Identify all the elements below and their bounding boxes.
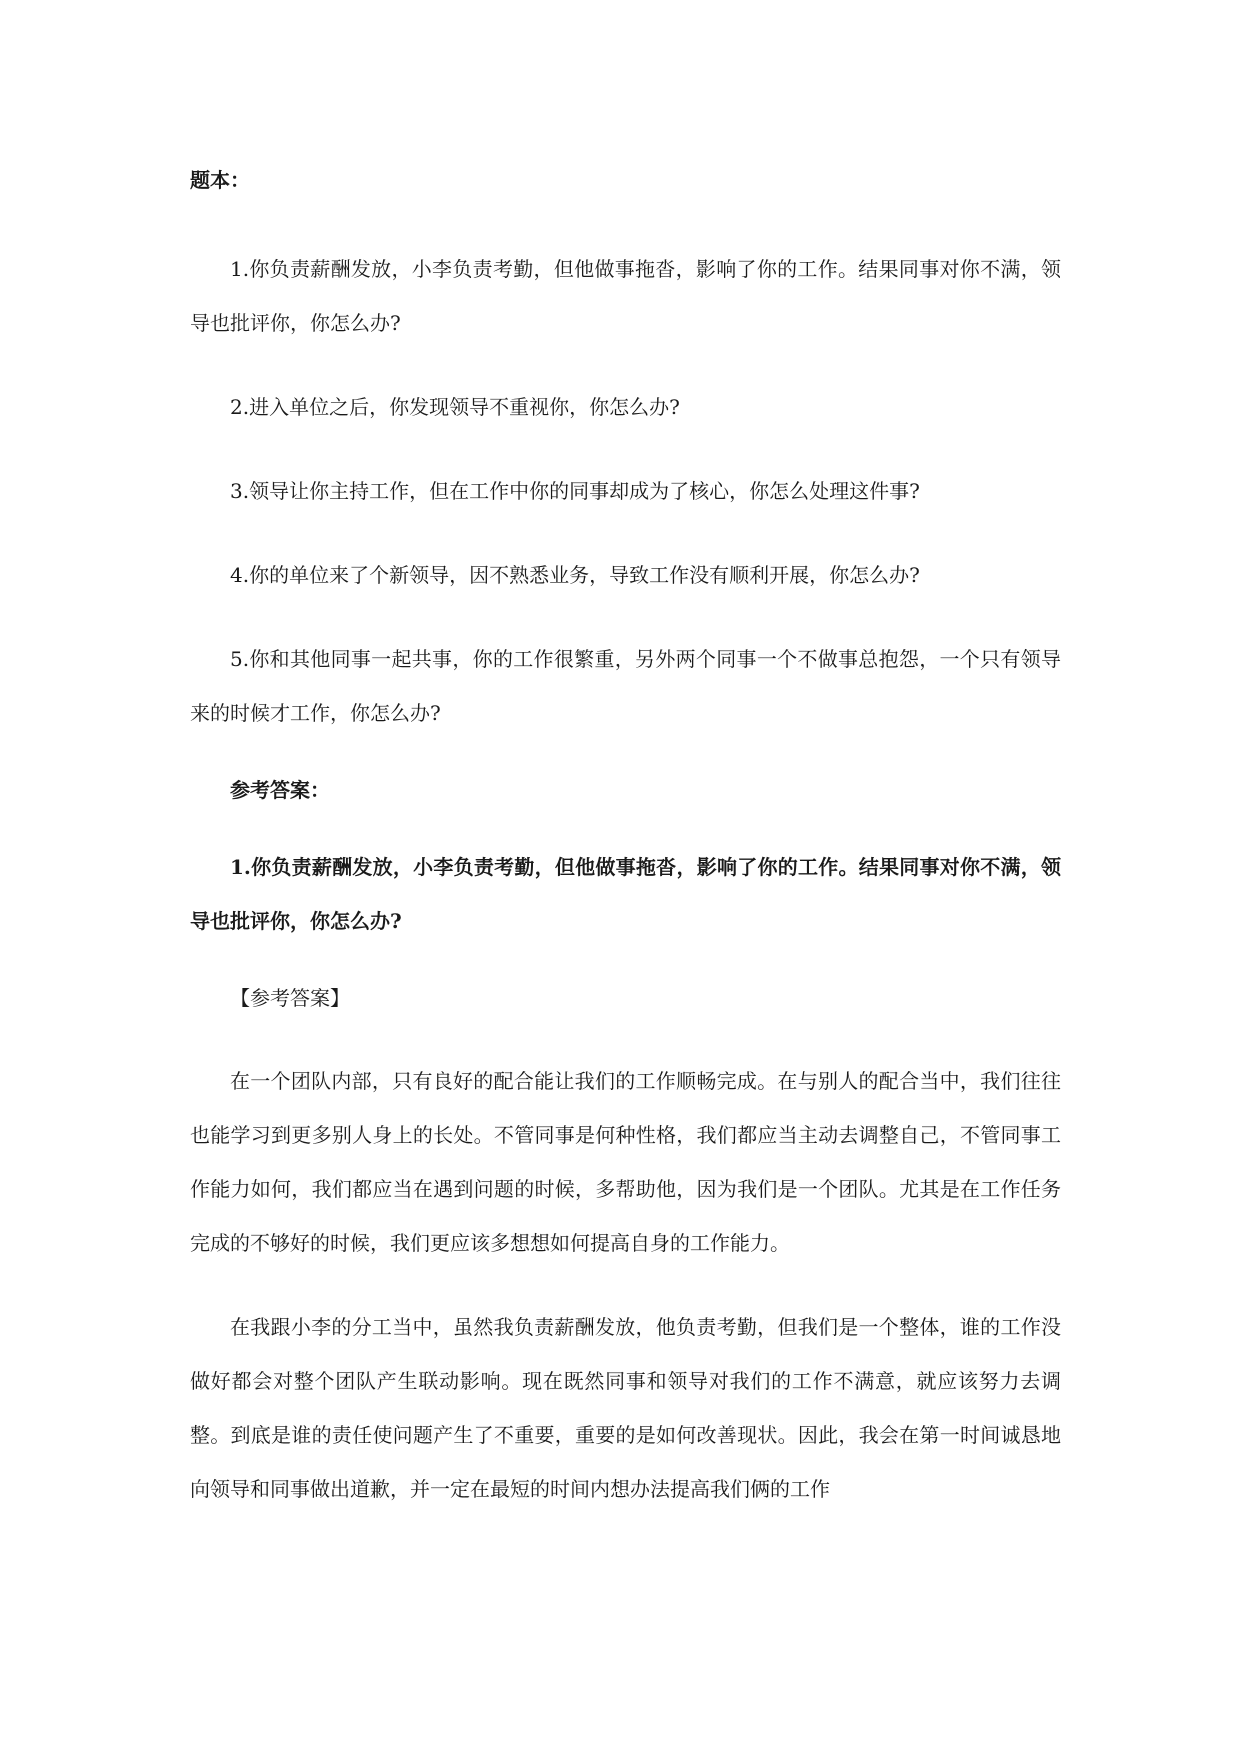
answer-1-paragraph-1: 在一个团队内部，只有良好的配合能让我们的工作顺畅完成。在与别人的配合当中，我们往往也能学习到更多别人身上的长处。不管同事是何种性格，我们都应当主动去调整自己，不管同事工作能力如何，我们都应当在遇到问题的时候，多帮助他，因为我们是一个团队。尤其是在工作任务完成的不够好的时候，我们更应该多想想如何提高自身的工作能力。 bbox=[190, 1069, 1061, 1255]
question-5: 5.你和其他同事一起共事，你的工作很繁重，另外两个同事一个不做事总抱怨，一个只有领导来的时候才工作，你怎么办? bbox=[190, 647, 1061, 725]
question-3: 3.领导让你主持工作，但在工作中你的同事却成为了核心，你怎么处理这件事? bbox=[230, 479, 920, 503]
answer-label: 【参考答案】 bbox=[230, 986, 350, 1010]
section-title: 题本： bbox=[190, 168, 250, 192]
question-4: 4.你的单位来了个新领导，因不熟悉业务，导致工作没有顺利开展，你怎么办? bbox=[230, 563, 920, 587]
answer-1-paragraph-2: 在我跟小李的分工当中，虽然我负责薪酬发放，他负责考勤，但我们是一个整体，谁的工作没做好都会对整个团队产生联动影响。现在既然同事和领导对我们的工作不满意，就应该努力去调整。到底是谁的责任使问题产生了不重要，重要的是如何改善现状。因此，我会在第一时间诚恳地向领导和同事做出道歉，并一定在最短的时间内想办法提高我们俩的工作 bbox=[190, 1315, 1061, 1501]
answers-title: 参考答案： bbox=[230, 778, 330, 802]
answer-1-question: 1.你负责薪酬发放，小李负责考勤，但他做事拖沓，影响了你的工作。结果同事对你不满，领导也批评你，你怎么办? bbox=[190, 855, 1061, 933]
question-1: 1.你负责薪酬发放，小李负责考勤，但他做事拖沓，影响了你的工作。结果同事对你不满，领导也批评你，你怎么办? bbox=[190, 257, 1061, 335]
question-2: 2.进入单位之后，你发现领导不重视你，你怎么办? bbox=[230, 395, 680, 419]
